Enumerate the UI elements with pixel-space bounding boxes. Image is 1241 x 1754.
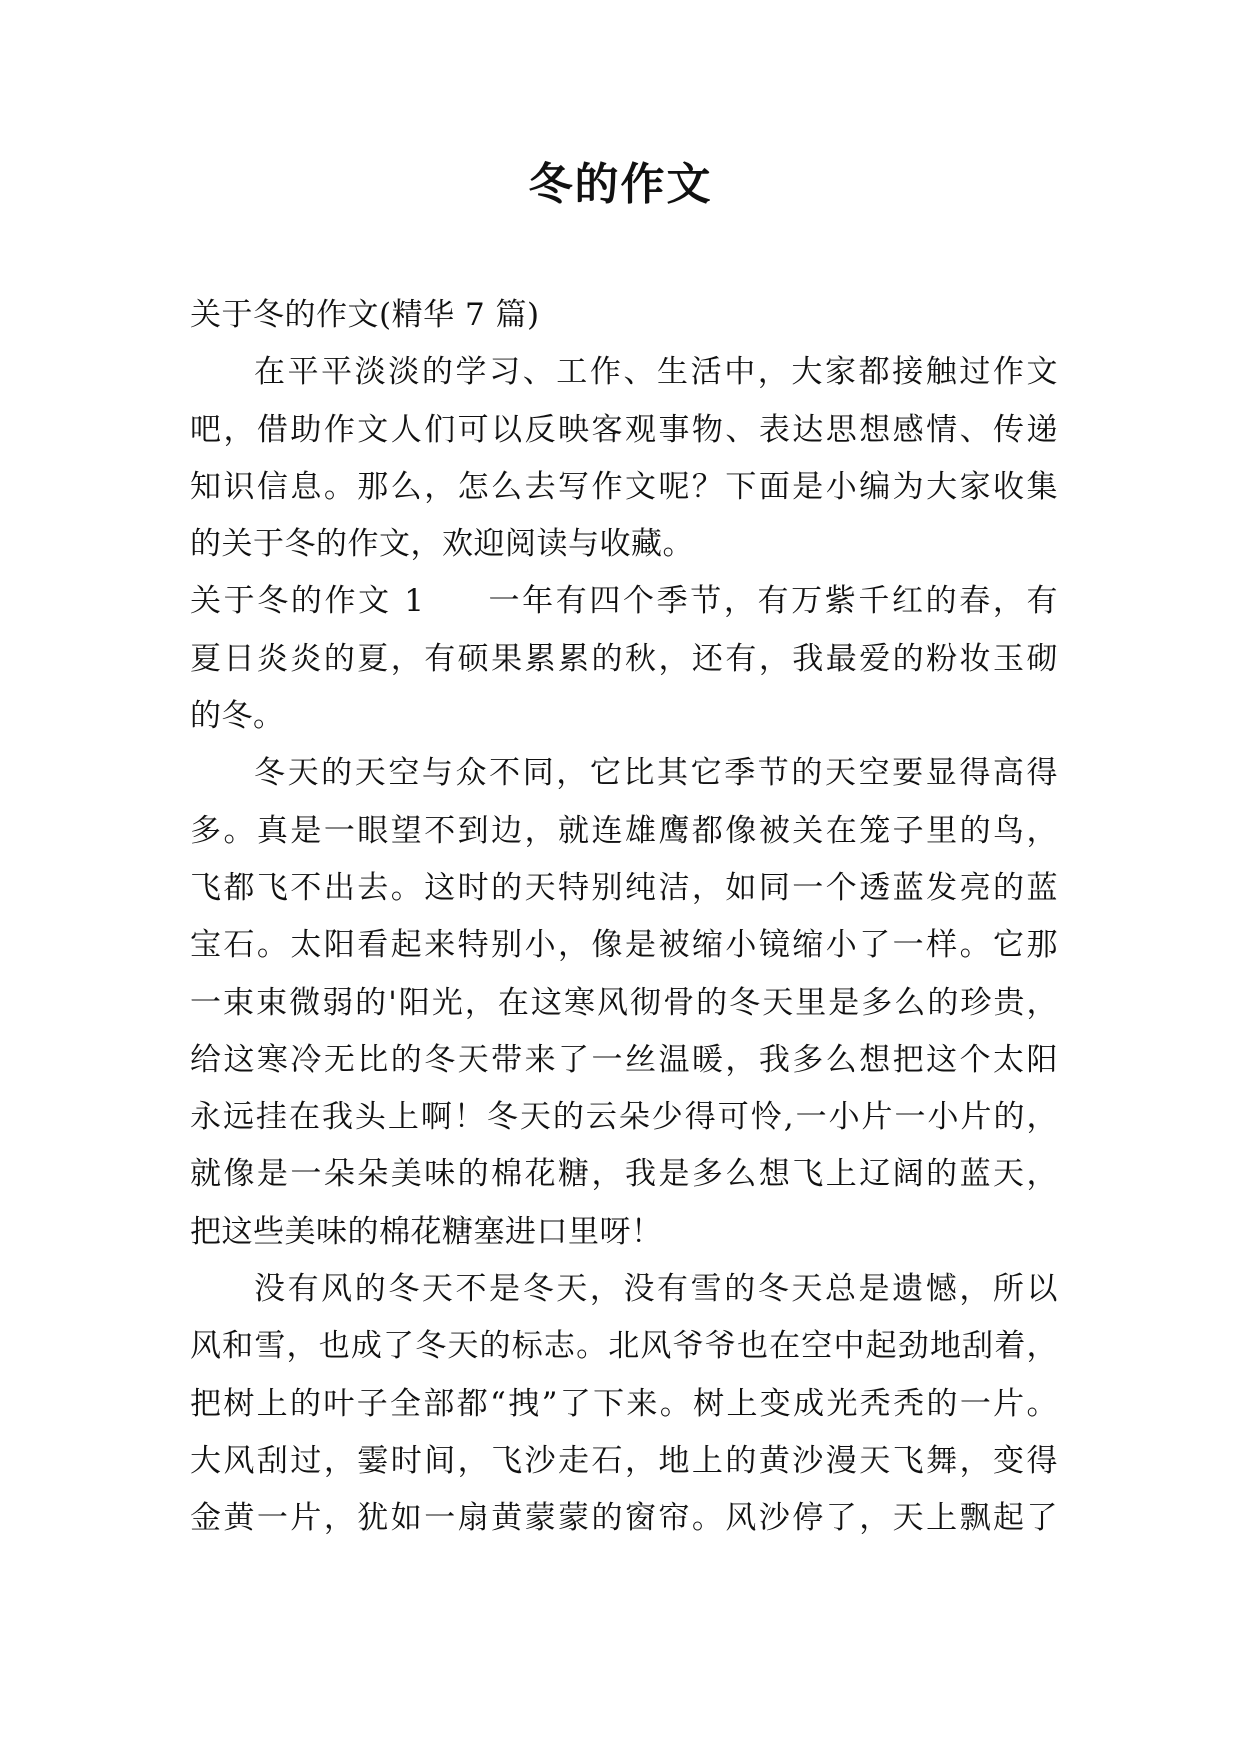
text-line: 宝石。太阳看起来特别小，像是被缩小镜缩小了一样。它那	[190, 927, 1058, 964]
text-line: 的关于冬的作文，欢迎阅读与收藏。	[190, 526, 694, 563]
text-line: 吧，借助作文人们可以反映客观事物、表达思想感情、传递	[190, 411, 1058, 448]
text-line: 一年有四个季节，有万紫千红的春，有	[486, 583, 1059, 620]
text-line: 把树上的叶子全部都“拽”了下来。树上变成光秃秃的一片。	[190, 1385, 1058, 1422]
text-line: 大风刮过，霎时间，飞沙走石，地上的黄沙漫天飞舞，变得	[190, 1442, 1058, 1479]
text-line: 就像是一朵朵美味的棉花糖，我是多么想飞上辽阔的蓝天，	[190, 1156, 1058, 1193]
text-line: 冬天的天空与众不同，它比其它季节的天空要显得高得	[254, 755, 1058, 792]
text-line: 夏日炎炎的夏，有硕果累累的秋，还有，我最爱的粉妆玉砌	[190, 640, 1058, 677]
intro-heading-line: 关于冬的作文(精华 7 篇)	[190, 297, 540, 333]
text-line: 把这些美味的棉花糖塞进口里呀！	[190, 1213, 663, 1250]
text-line: 风和雪，也成了冬天的标志。北风爷爷也在空中起劲地刮着，	[190, 1328, 1058, 1365]
text-line: 金黄一片，犹如一扇黄蒙蒙的窗帘。风沙停了，天上飘起了	[190, 1500, 1058, 1537]
text-line: 知识信息。那么，怎么去写作文呢？下面是小编为大家收集	[190, 468, 1058, 505]
text-line: 没有风的冬天不是冬天，没有雪的冬天总是遗憾，所以	[254, 1271, 1058, 1308]
essay-1-heading-line	[190, 573, 1058, 630]
essay-heading: 关于冬的作文 1	[190, 583, 425, 620]
text-line: 永远挂在我头上啊！冬天的云朵少得可怜,一小片一小片的，	[190, 1099, 1058, 1136]
text-line: 一束束微弱的'阳光，在这寒风彻骨的冬天里是多么的珍贵，	[190, 984, 1058, 1021]
text-line: 多。真是一眼望不到边，就连雄鹰都像被关在笼子里的鸟，	[190, 812, 1058, 849]
text-line: 给这寒冷无比的冬天带来了一丝温暖，我多么想把这个太阳	[190, 1041, 1058, 1078]
text-line: 在平平淡淡的学习、工作、生活中，大家都接触过作文	[254, 354, 1058, 391]
document-title: 冬的作文	[528, 159, 713, 210]
text-line: 飞都飞不出去。这时的天特别纯洁，如同一个透蓝发亮的蓝	[190, 869, 1058, 906]
document-body	[190, 287, 1058, 1548]
text-line: 的冬。	[190, 698, 285, 735]
